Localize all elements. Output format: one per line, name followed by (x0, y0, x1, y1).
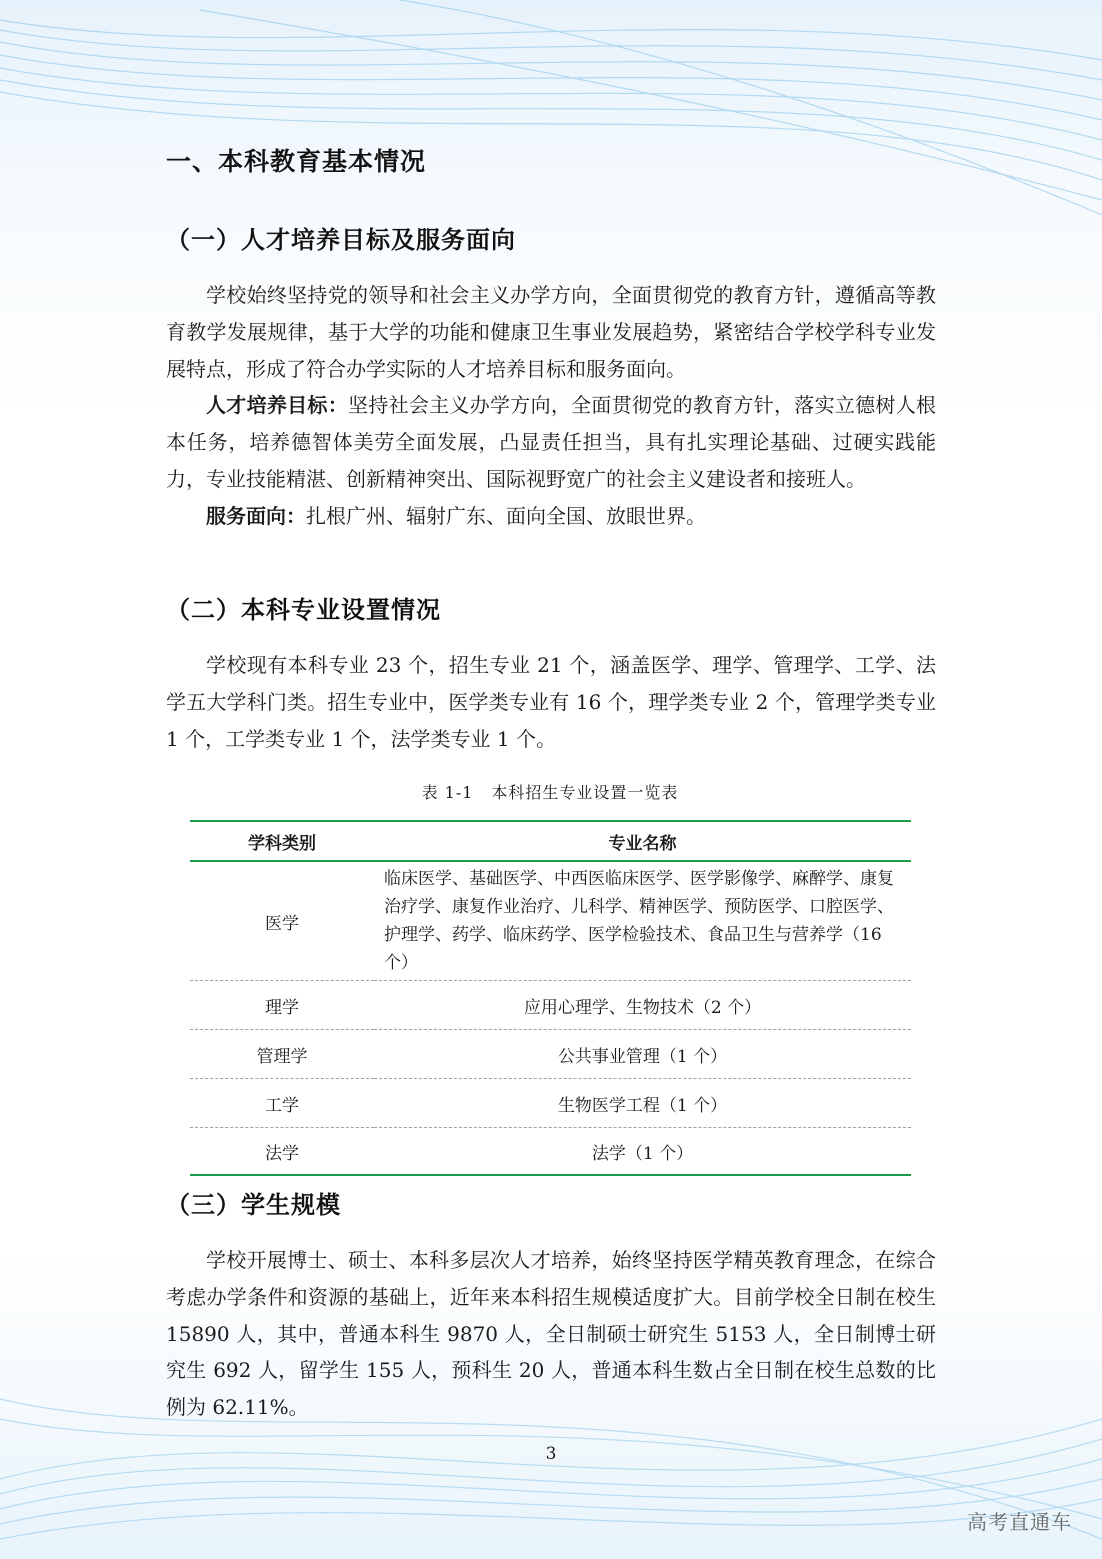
table-row (190, 1030, 911, 1079)
section-3-text: 学校开展博士、硕士、本科多层次人才培养，始终坚持医学精英教育理念，在综合考虑办学条件和资源的基础上，近年来本科招生规模适度扩大。目前学校全日制在校生 15890 人，其中，普通本科生 9870 人，全日制硕士研究生 5153 人，全日制博士研究生 692 人，留学生 155 人，预科生 20 人，普通本科生数占全日制在校生总数的比例为 62.11%。 (166, 1248, 936, 1420)
watermark-text: 高考直通车 (967, 1510, 1072, 1534)
training-goal-paragraph (166, 387, 936, 497)
table-row (190, 861, 911, 981)
section-1-title: （一）人才培养目标及服务面向 (166, 226, 516, 254)
chapter-heading: 一、本科教育基本情况 (166, 147, 427, 176)
top-wave-decoration (0, 0, 1102, 230)
category-cell: 医学 (190, 861, 374, 981)
section-2-title: （二）本科专业设置情况 (166, 596, 441, 624)
majors-cell: 公共事业管理（1 个） (374, 1030, 911, 1079)
column-header-category: 学科类别 (190, 821, 374, 861)
table-caption-number: 表 1-1 (421, 783, 474, 802)
table-caption (190, 780, 910, 803)
section-1-intro: 学校始终坚持党的领导和社会主义办学方向，全面贯彻党的教育方针，遵循高等教育教学发展规律，基于大学的功能和健康卫生事业发展趋势，紧密结合学校学科专业发展特点，形成了符合办学实际的人才培养目标和服务面向。 (166, 283, 936, 381)
table-row (190, 981, 911, 1030)
majors-cell: 临床医学、基础医学、中西医临床医学、医学影像学、麻醉学、康复治疗学、康复作业治疗、儿科学、精神医学、预防医学、口腔医学、护理学、药学、临床药学、医学检验技术、食品卫生与营养学（16 个） (374, 861, 911, 981)
section-2-body (166, 647, 936, 757)
training-goal-label: 人才培养目标： (206, 393, 348, 418)
category-cell: 法学 (190, 1128, 374, 1176)
service-paragraph (166, 498, 936, 535)
majors-cell: 生物医学工程（1 个） (374, 1079, 911, 1128)
section-3-title: （三）学生规模 (166, 1191, 341, 1219)
service-text: 扎根广州、辐射广东、面向全国、放眼世界。 (306, 503, 706, 528)
category-cell: 工学 (190, 1079, 374, 1128)
majors-table (190, 820, 911, 1176)
category-cell: 理学 (190, 981, 374, 1030)
section-1-body (166, 277, 936, 535)
table-row (190, 1128, 911, 1176)
section-2-text: 学校现有本科专业 23 个，招生专业 21 个，涵盖医学、理学、管理学、工学、法学五大学科门类。招生专业中，医学类专业有 16 个，理学类专业 2 个，管理学类专业 1 个，工学类专业 1 个，法学类专业 1 个。 (166, 653, 936, 751)
majors-cell: 应用心理学、生物技术（2 个） (374, 981, 911, 1030)
column-header-majors: 专业名称 (374, 821, 911, 861)
section-3-body (166, 1242, 936, 1426)
table-row (190, 1079, 911, 1128)
service-label: 服务面向： (206, 503, 306, 528)
category-cell: 管理学 (190, 1030, 374, 1079)
table-header-row (190, 821, 911, 861)
majors-cell: 法学（1 个） (374, 1128, 911, 1176)
page-number: 3 (545, 1444, 557, 1464)
table-caption-title: 本科招生专业设置一览表 (491, 783, 679, 802)
training-goal-text: 坚持社会主义办学方向，全面贯彻党的教育方针，落实立德树人根本任务，培养德智体美劳全面发展，凸显责任担当，具有扎实理论基础、过硬实践能力，专业技能精湛、创新精神突出、国际视野宽广的社会主义建设者和接班人。 (166, 393, 936, 491)
